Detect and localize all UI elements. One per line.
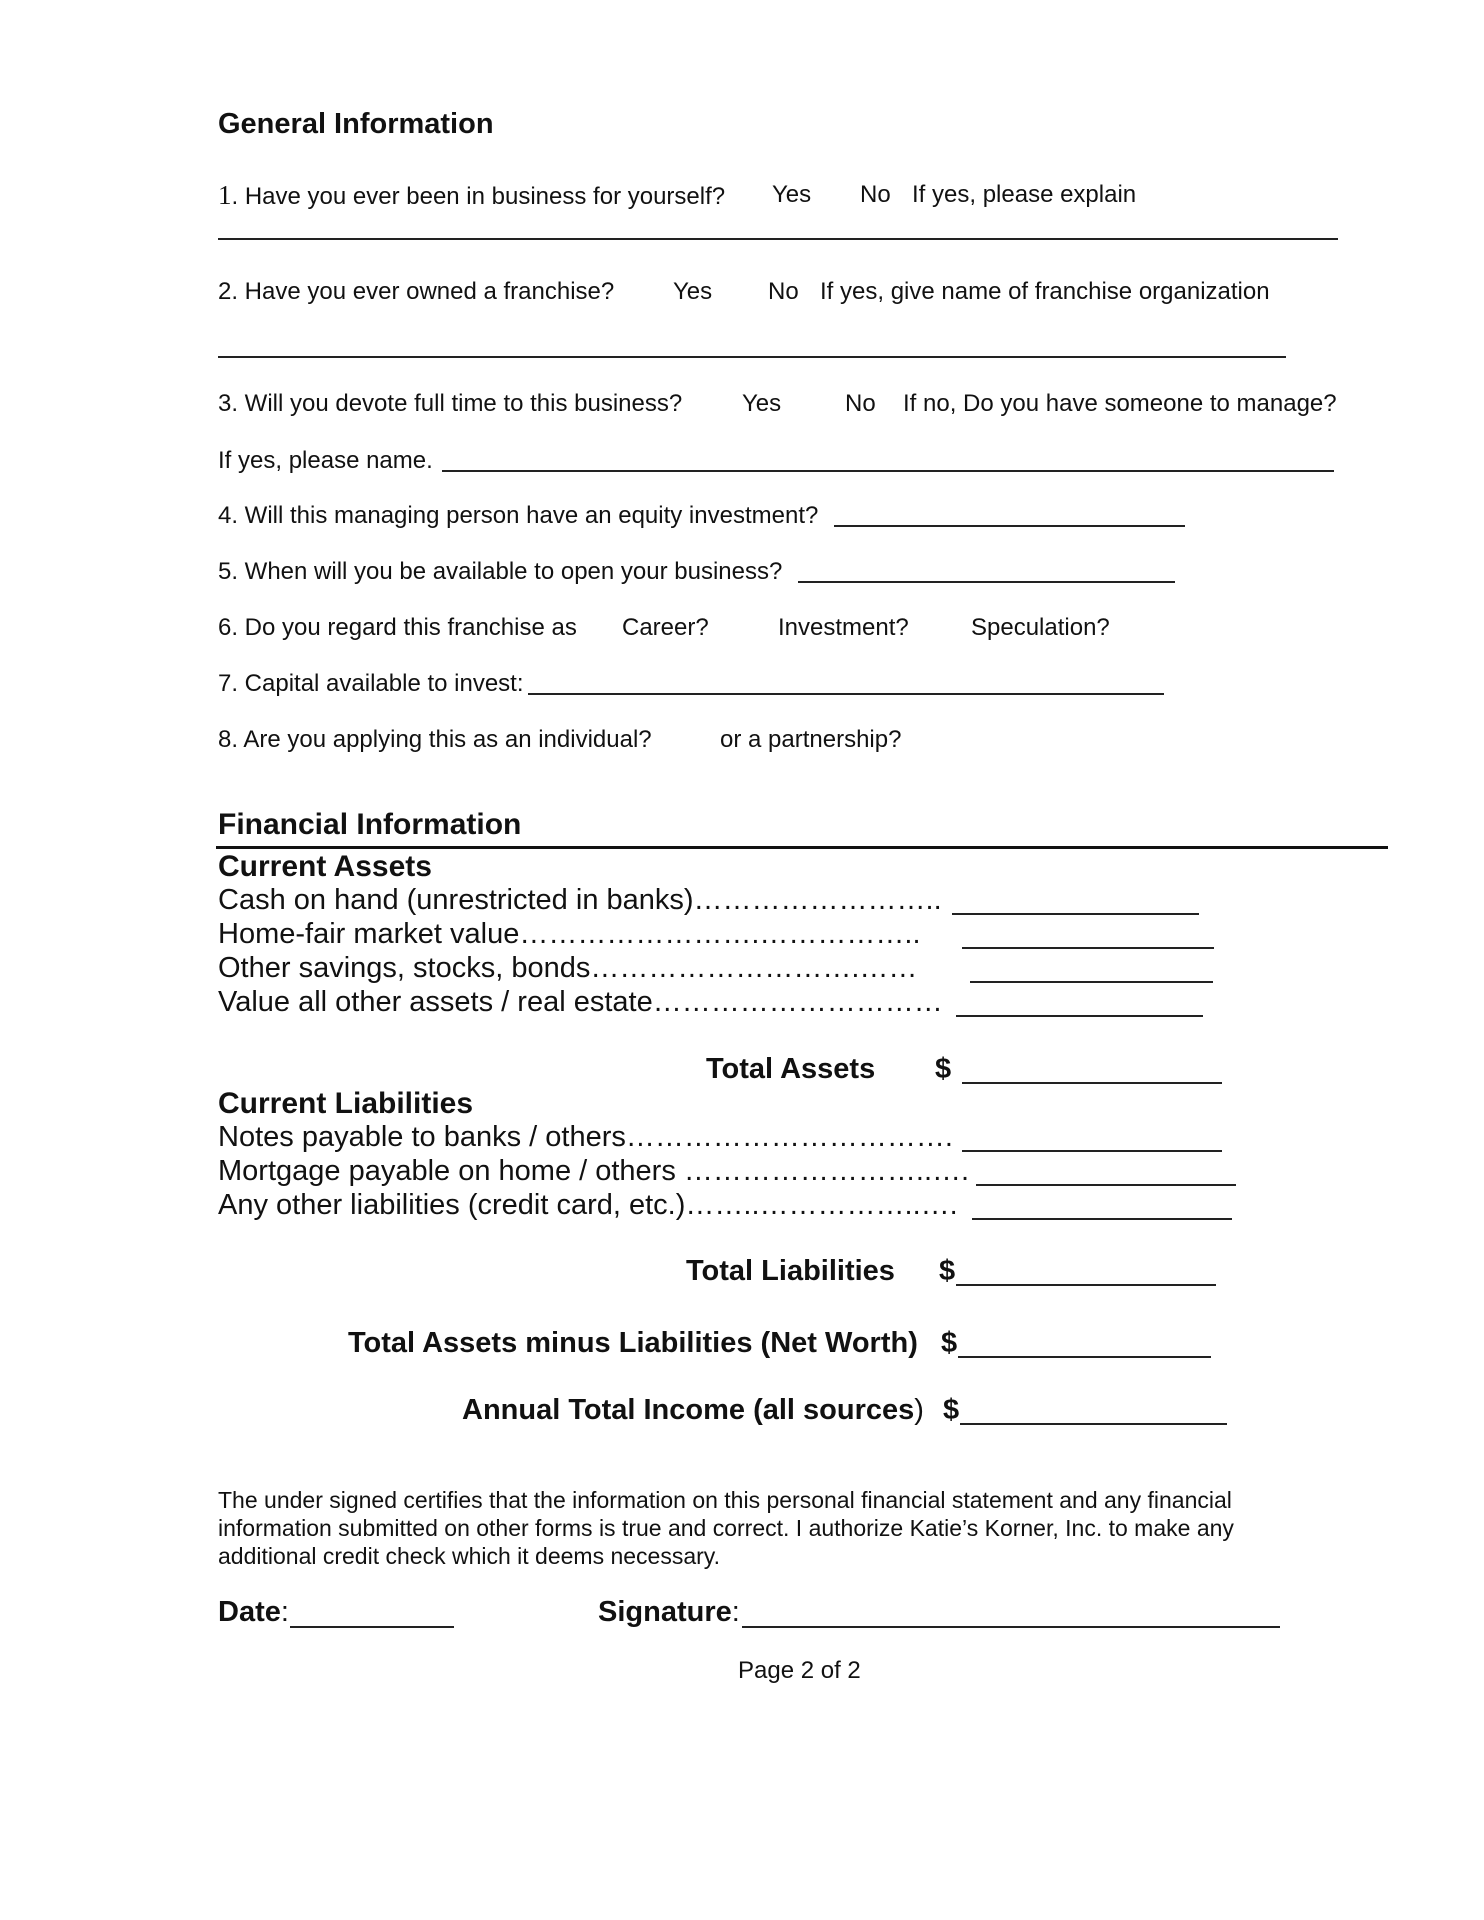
- q6-investment-option[interactable]: Investment?: [778, 614, 909, 641]
- q2-yes-option[interactable]: Yes: [673, 278, 713, 305]
- liability-row-notes: Notes payable to banks / others…………………………….: [218, 1121, 953, 1153]
- total-liabilities-label: Total Liabilities: [686, 1255, 895, 1287]
- date-label: Date: [218, 1596, 281, 1628]
- question-3-text: 3. Will you devote full time to this business?: [218, 390, 683, 417]
- total-assets-label: Total Assets: [706, 1053, 876, 1085]
- signature-row: [598, 1596, 740, 1629]
- q7-capital-field[interactable]: [528, 693, 1164, 695]
- q3-yes-option[interactable]: Yes: [742, 390, 782, 417]
- financial-info-heading: Financial Information: [218, 808, 522, 841]
- q3-manager-name-field[interactable]: [442, 470, 1334, 472]
- total-assets-currency: $: [935, 1053, 952, 1085]
- q3-name-label: If yes, please name.: [218, 447, 433, 474]
- date-colon: :: [280, 1596, 289, 1628]
- q6-career-option[interactable]: Career?: [622, 614, 709, 641]
- question-1-text: . Have you ever been in business for yourself?: [231, 183, 726, 210]
- total-assets-field[interactable]: [962, 1082, 1222, 1084]
- date-row: [218, 1596, 289, 1629]
- asset-row-cash: Cash on hand (unrestricted in banks)……………………..: [218, 884, 942, 916]
- total-liabilities-field[interactable]: [956, 1284, 1216, 1286]
- net-worth-currency: $: [941, 1327, 958, 1359]
- asset-savings-field[interactable]: [970, 981, 1213, 983]
- q2-followup-label: If yes, give name of franchise organization: [820, 278, 1270, 305]
- annual-income-field[interactable]: [960, 1423, 1227, 1425]
- current-liabilities-heading: Current Liabilities: [218, 1087, 474, 1120]
- asset-row-other: Value all other assets / real estate…………………………: [218, 986, 943, 1018]
- q3-no-option[interactable]: No: [845, 390, 876, 417]
- question-2-text: 2. Have you ever owned a franchise?: [218, 278, 615, 305]
- net-worth-label: Total Assets minus Liabilities (Net Worth): [348, 1327, 918, 1359]
- q4-equity-field[interactable]: [834, 525, 1185, 527]
- question-7-text: 7. Capital available to invest:: [218, 670, 524, 697]
- asset-row-savings: Other savings, stocks, bonds……………………….……: [218, 952, 918, 984]
- liability-mortgage-field[interactable]: [976, 1184, 1236, 1186]
- q2-franchise-name-field[interactable]: [218, 356, 1286, 358]
- asset-other-field[interactable]: [956, 1015, 1203, 1017]
- net-worth-field[interactable]: [958, 1356, 1211, 1358]
- liability-row-mortgage: Mortgage payable on home / others ……………………..….: [218, 1155, 970, 1187]
- question-4-text: 4. Will this managing person have an equity investment?: [218, 502, 819, 529]
- annual-income-label: [462, 1394, 924, 1427]
- q1-explain-field[interactable]: [218, 238, 1338, 240]
- total-liabilities-currency: $: [939, 1255, 956, 1287]
- q1-followup-label: If yes, please explain: [912, 181, 1137, 208]
- current-assets-heading: Current Assets: [218, 850, 432, 883]
- liability-other-field[interactable]: [972, 1218, 1232, 1220]
- signature-colon: :: [731, 1596, 740, 1628]
- question-5-text: 5. When will you be available to open your business?: [218, 558, 783, 585]
- question-6-text: 6. Do you regard this franchise as: [218, 614, 577, 641]
- q3-followup-label: If no, Do you have someone to manage?: [903, 390, 1337, 417]
- asset-home-field[interactable]: [962, 947, 1214, 949]
- signature-label: Signature: [598, 1596, 732, 1628]
- date-field[interactable]: [290, 1626, 454, 1628]
- liability-notes-field[interactable]: [962, 1150, 1222, 1152]
- annual-income-currency: $: [943, 1394, 960, 1426]
- general-info-heading: General Information: [218, 108, 494, 140]
- certification-text: The under signed certifies that the information on this personal financial statement and any financial information submitted on other forms is true and correct. I authorize Katie’s Korner, Inc. to make any additional credit check which it deems necessary.: [218, 1487, 1234, 1569]
- asset-cash-field[interactable]: [952, 913, 1199, 915]
- liability-row-other: Any other liabilities (credit card, etc.)……..……………..….: [218, 1189, 958, 1221]
- q1-yes-option[interactable]: Yes: [772, 181, 812, 208]
- signature-field[interactable]: [742, 1626, 1280, 1628]
- q8-partnership-option[interactable]: or a partnership?: [720, 726, 902, 753]
- page-number: Page 2 of 2: [738, 1657, 861, 1684]
- q1-no-option[interactable]: No: [860, 181, 891, 208]
- question-1: [218, 180, 725, 211]
- q5-availability-field[interactable]: [798, 581, 1175, 583]
- financial-heading-rule: [216, 846, 1388, 849]
- q2-no-option[interactable]: No: [768, 278, 799, 305]
- question-1-number: 1: [218, 180, 232, 210]
- annual-income-paren: ): [914, 1394, 924, 1426]
- q6-speculation-option[interactable]: Speculation?: [971, 614, 1110, 641]
- annual-income-label-text: Annual Total Income (all sources: [462, 1394, 915, 1426]
- asset-row-home: Home-fair market value…………………….……………..: [218, 918, 921, 950]
- question-8-text: 8. Are you applying this as an individual?: [218, 726, 652, 753]
